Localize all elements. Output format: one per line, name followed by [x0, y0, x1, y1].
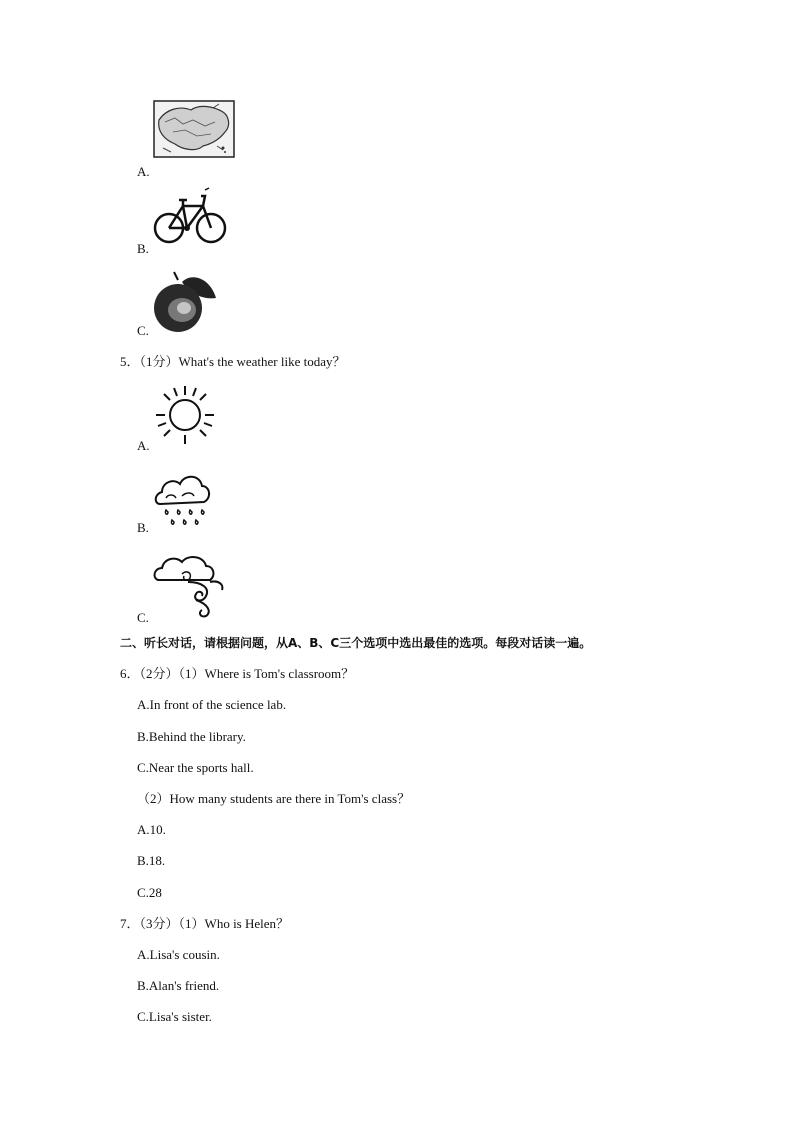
option-label: A.: [137, 438, 150, 453]
question-number: 7．: [120, 916, 140, 931]
option-text: C.Lisa's sister.: [137, 1009, 212, 1024]
option-label: C.: [137, 323, 149, 338]
rain-cloud-icon: [152, 470, 214, 530]
question-score: （1分）: [139, 354, 179, 369]
section-heading: 二、听长对话，请根据问题，从A、B、C三个选项中选出最佳的选项。每段对话读一遍。: [120, 636, 592, 650]
sub-question-label: （1）: [178, 666, 205, 681]
option-text: A.10.: [137, 822, 166, 837]
option-text: B.Alan's friend.: [137, 978, 220, 993]
question-6: [120, 666, 354, 682]
question-number: 6．: [120, 666, 140, 681]
option-text: B.Behind the library.: [137, 729, 246, 744]
apple-icon: [152, 270, 220, 334]
china-map-icon: [153, 100, 235, 158]
bicycle-icon: [153, 186, 227, 248]
option-text: A.In front of the science lab.: [137, 697, 287, 712]
option-label: B.: [137, 520, 149, 535]
question-7: [120, 916, 289, 932]
question-score: （2分）: [139, 666, 179, 681]
option-label: C.: [137, 610, 149, 625]
question-text: How many students are there in Tom's class？: [169, 791, 411, 806]
sub-question-label: （1）: [178, 916, 205, 931]
question-text: Who is Helen？: [204, 916, 290, 931]
wind-cloud-icon: [152, 552, 232, 620]
question-text: What's the weather like today？: [178, 354, 346, 369]
option-text: B.18.: [137, 853, 166, 868]
option-label: B.: [137, 241, 149, 256]
sun-icon: [154, 384, 216, 446]
sub-question-label: （2）: [137, 791, 170, 806]
question-number: 5．: [120, 354, 140, 369]
option-text: A.Lisa's cousin.: [137, 947, 220, 962]
question-score: （3分）: [139, 916, 179, 931]
sub-question-2: [137, 791, 410, 807]
option-text: C.28: [137, 885, 162, 900]
option-text: C.Near the sports hall.: [137, 760, 254, 775]
option-label: A.: [137, 164, 150, 179]
question-text: Where is Tom's classroom？: [204, 666, 355, 681]
question-5: [120, 354, 345, 370]
